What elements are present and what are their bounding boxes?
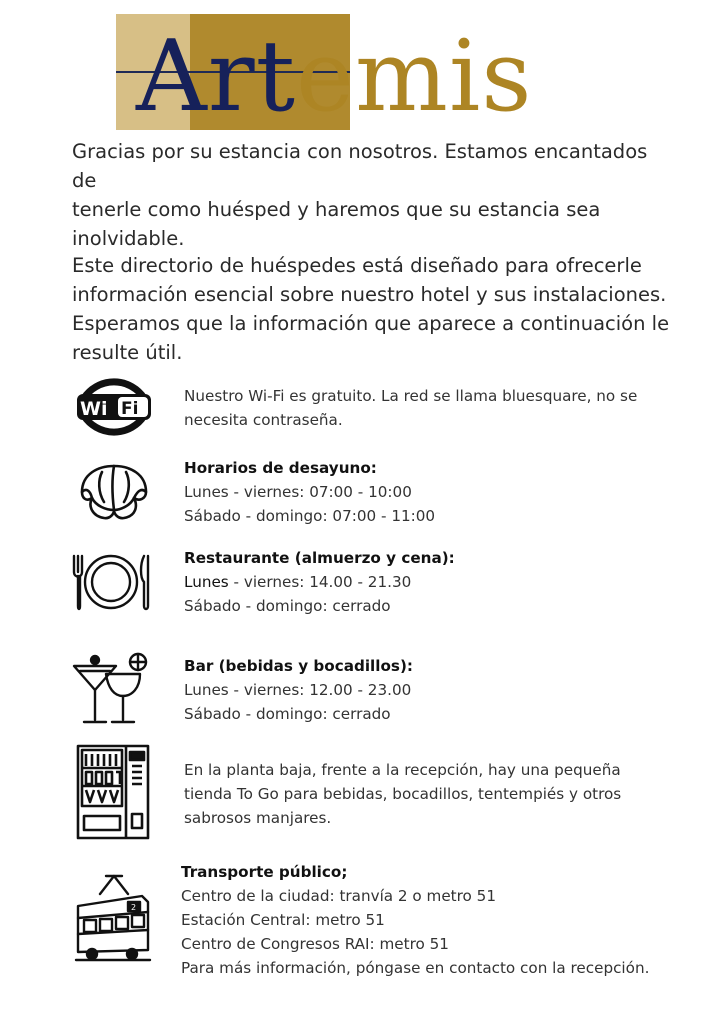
- shop-info: [184, 758, 621, 830]
- logo-text: Artemis: [136, 20, 533, 130]
- shop-line: sabrosos manjares.: [184, 809, 332, 827]
- wifi-badge-text: Fi: [121, 399, 139, 419]
- wifi-line: necesita contraseña.: [184, 411, 343, 429]
- restaurant-info: [184, 546, 455, 618]
- bar-line: Lunes - viernes: 12.00 - 23.00: [184, 681, 412, 699]
- transport-line: Estación Central: metro 51: [181, 911, 385, 929]
- intro-line: inolvidable.: [72, 227, 185, 250]
- artemis-logo: [116, 14, 608, 130]
- bar-title: Bar (bebidas y bocadillos):: [184, 657, 413, 675]
- transport-line: Centro de Congresos RAI: metro 51: [181, 935, 449, 953]
- restaurant-hours: - viernes: 14.00 - 21.30: [228, 573, 412, 591]
- vending-machine-icon: [76, 744, 150, 844]
- wifi-line: Nuestro Wi-Fi es gratuito. La red se llama bluesquare, no se: [184, 387, 638, 405]
- intro-paragraph-2: [72, 251, 672, 367]
- intro-paragraph-1: [72, 137, 672, 253]
- intro-line: Esperamos que la información que aparece a continuación le: [72, 312, 670, 335]
- intro-line: resulte útil.: [72, 341, 183, 364]
- bar-info: [184, 654, 413, 726]
- breakfast-info: [184, 456, 435, 528]
- intro-line: tenerle como huésped y haremos que su estancia sea: [72, 198, 601, 221]
- breakfast-title: Horarios de desayuno:: [184, 459, 377, 477]
- shop-line: En la planta baja, frente a la recepción, hay una pequeña: [184, 761, 621, 779]
- intro-line: Este directorio de huéspedes está diseñado para ofrecerle: [72, 254, 642, 277]
- shop-line: tienda To Go para bebidas, bocadillos, tentempiés y otros: [184, 785, 622, 803]
- croissant-icon: [76, 462, 152, 526]
- intro-line: Gracias por su estancia con nosotros. Estamos encantados de: [72, 140, 648, 192]
- bar-line: Sábado - domingo: cerrado: [184, 705, 391, 723]
- tram-number: 2: [131, 903, 137, 912]
- cocktail-glasses-icon: [70, 652, 152, 732]
- transport-line: Para más información, póngase en contacto con la recepción.: [181, 959, 650, 977]
- wifi-badge-icon: [74, 376, 154, 442]
- plate-cutlery-icon: [70, 552, 152, 616]
- transport-line: Centro de la ciudad: tranvía 2 o metro 51: [181, 887, 496, 905]
- restaurant-title: Restaurante (almuerzo y cena):: [184, 549, 455, 567]
- restaurant-line: Sábado - domingo: cerrado: [184, 597, 391, 615]
- transport-info: [181, 860, 649, 980]
- intro-line: información esencial sobre nuestro hotel y sus instalaciones.: [72, 283, 667, 306]
- transport-title: Transporte público;: [181, 863, 348, 881]
- wifi-info: [184, 384, 637, 432]
- wifi-badge-text: Wi: [80, 398, 108, 420]
- restaurant-day-label: Lunes: [184, 573, 229, 591]
- tram-icon: [74, 872, 152, 968]
- breakfast-line: Lunes - viernes: 07:00 - 10:00: [184, 483, 412, 501]
- breakfast-line: Sábado - domingo: 07:00 - 11:00: [184, 507, 436, 525]
